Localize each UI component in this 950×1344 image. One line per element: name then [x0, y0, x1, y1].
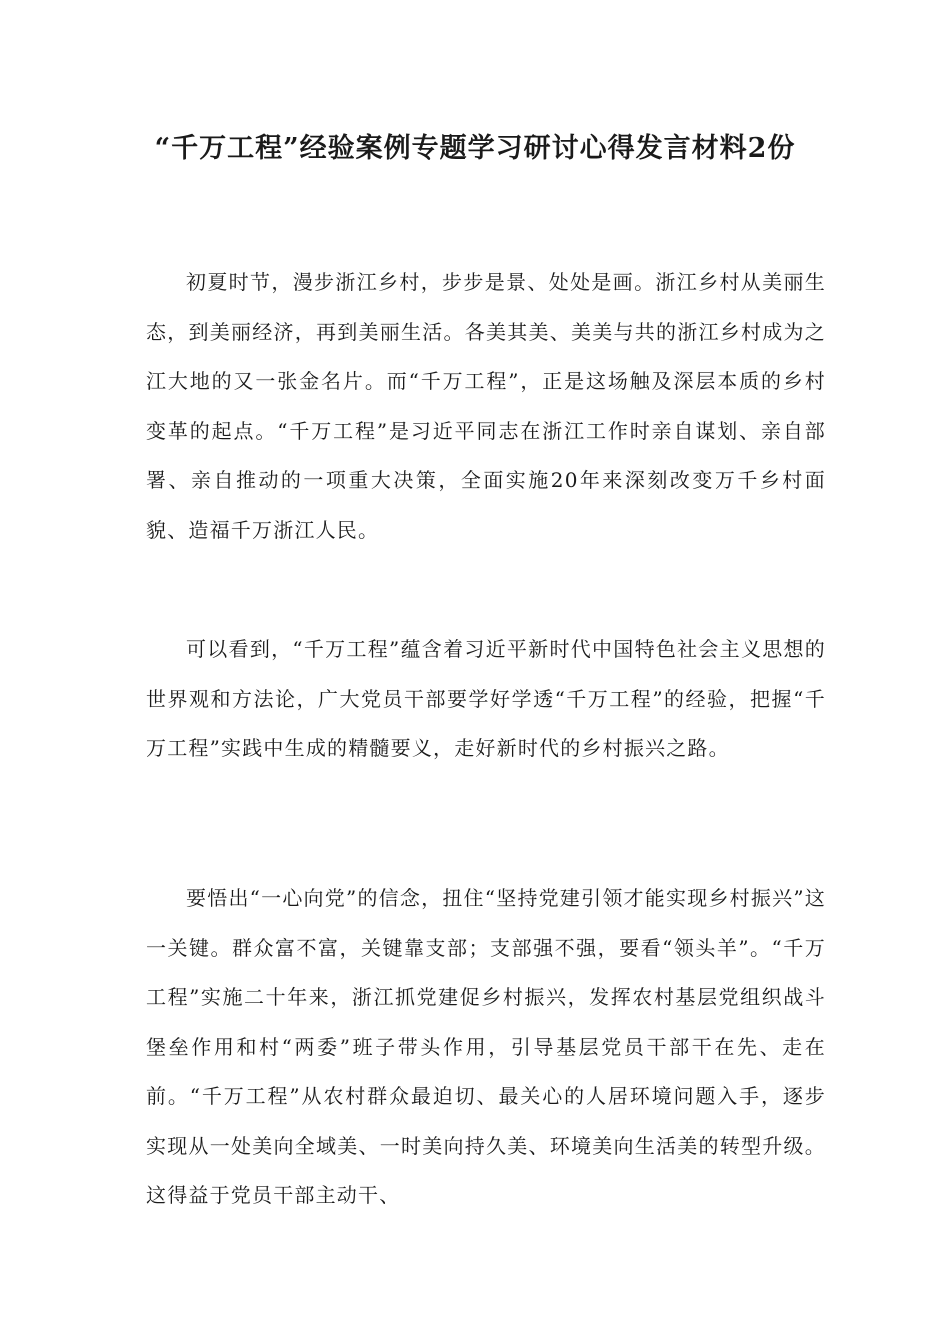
paragraph-2: 可以看到，“千万工程”蕴含着习近平新时代中国特色社会主义思想的世界观和方法论，广大党员干部要学好学透“千万工程”的经验，把握“千万工程”实践中生成的精髓要义，走好新时代的乡村振兴之路。: [146, 637, 826, 760]
paragraph-1: 初夏时节，漫步浙江乡村，步步是景、处处是画。浙江乡村从美丽生态，到美丽经济，再到美丽生活。各美其美、美美与共的浙江乡村成为之江大地的又一张金名片。而“千万工程”，正是这场触及深层本质的乡村变革的起点。“千万工程”是习近平同志在浙江工作时亲自谋划、亲自部署、亲自推动的一项重大决策，全面实施20年来深刻改变万千乡村面貌、造福千万浙江人民。: [146, 270, 826, 542]
paragraph-3: 要悟出“一心向党”的信念，扭住“坚持党建引领才能实现乡村振兴”这一关键。群众富不富，关键靠支部；支部强不强，要看“领头羊”。“千万工程”实施二十年来，浙江抓党建促乡村振兴，发挥农村基层党组织战斗堡垒作用和村“两委”班子带头作用，引导基层党员干部干在先、走在前。“千万工程”从农村群众最迫切、最关心的人居环境问题入手，逐步实现从一处美向全域美、一时美向持久美、环境美向生活美的转型升级。这得益于党员干部主动干、: [146, 886, 826, 1207]
document-title: “千万工程”经验案例专题学习研讨心得发言材料2份: [154, 133, 796, 164]
